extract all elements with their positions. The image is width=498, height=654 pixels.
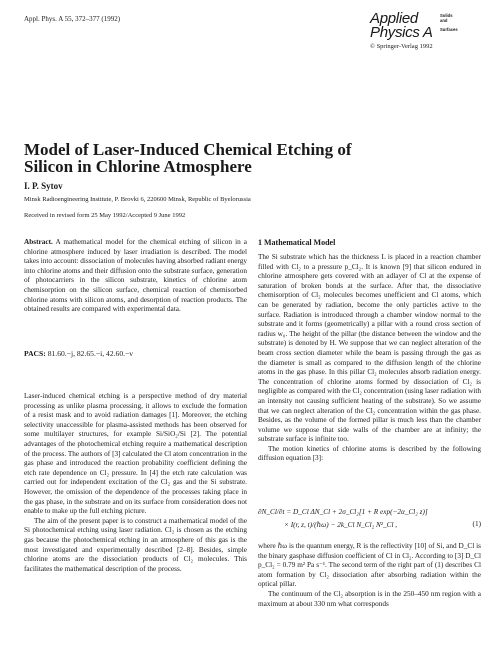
article-author: I. P. Sytov — [24, 181, 63, 191]
intro-paragraph-2: The aim of the present paper is to construct a mathematical model of the Si photochemical etching using laser radiation. Cl₂ is chosen as the etching gas because the photochemical etching in an atmosphere of this gas is the most investigated and experimentally described [2–8]. Besides, simple chlorine atoms are the dissociation products of Cl₂ molecules. This facilitates the mathematical description of the process. — [24, 516, 247, 573]
received-dates: Received in revised form 25 May 1992/Accepted 9 June 1992 — [24, 212, 186, 219]
journal-logo — [370, 12, 478, 50]
logo-sub-and: and — [440, 18, 448, 23]
journal-reference: Appl. Phys. A 55, 372–377 (1992) — [24, 15, 121, 23]
section-paragraph-1: The Si substrate which has the thickness L is placed in a reaction chamber filled with Cl₂ to a pressure p_Cl₂. It is known [9] that silicon endured in chlorine atmosphere gets covered with an adlayer of Cl at the expense of saturation of broken bonds at the surface. After that, the dissociative chemisorption of Cl₂ molecules becomes unefficient and Cl atoms, which can be generated by radiation, become the only particles active to the surface. Radiation is introduced through a chamber window normal to the substrate and it forms (geometrically) a pillar with a round cross section of radius w₀. The height of the pillar (the distance between the window and the substrate) is denoted by H. We suppose that we can neglect alteration of the beam cross section diameter while the beam is passing through the gas as the diameter is small as compared to the diffusion length of the chlorine atoms in the gas phase. In this pillar Cl₂ molecules absorb radiation energy. The concentration of chlorine atoms formed by dissociation of Cl₂ is negligible as compared with the Cl₂ concentration (using laser radiation with an intensity not causing sufficient heating of the substrate). So we assume that we can neglect alteration of the Cl₂ concentration within the gas phase. Besides, as the volume of the formed pillar is much less than the chamber volume we suppose that side walls of the chamber are at infinity; the substrate surface is infinite too. — [258, 253, 481, 444]
logo-physics-a: Physics A — [370, 24, 433, 41]
pacs-line — [24, 349, 247, 359]
section-paragraph-3: where ℏω is the quantum energy, R is the reflectivity [10] of Si, and D_Cl is the binary gasphase diffusion coefficient of Cl in Cl₂. According to [3] D_Cl p_Cl₂ = 0.79 m² Pa s⁻¹. The second term of the right part of (1) describes Cl atom formation by Cl₂ dissociation after absorbing radiation within the optical pillar. — [258, 542, 481, 589]
abstract-text: A mathematical model for the chemical etching of silicon in a chlorine atmosphere induced by laser irradiation is described. The model takes into account: dissociation of molecules having absorbed radiant energy into chlorine atoms and their diffusion onto the substrate surface, generation of photocarriers in the silicon substrate, kinetics of chlorine atom chemisorption on the silicon surface, chemical reaction of chemisorbed chlorine atoms with silicon atoms, and desorption of reaction products. The obtained results are compared with experimental data. — [24, 238, 247, 314]
logo-applied: Applied — [370, 10, 418, 27]
intro-paragraph-1: Laser-induced chemical etching is a perspective method of dry material processing as unlike plasma processing, it allows to exclude the formation of a resist mask and to avoid radiation damages [1]. Moreover, the etching selectivity unaccessible for plasma-assisted methods has been observed for some multilayer structures, for example Si/SiO₂/Si [2]. The potential advantages of the photochemical etching require a mathematical description of the process. The authors of [3] calculated the Cl atom concentration in the gas phase and introduced the reaction probability coefficient defining the etch rate dependence on Cl₂ pressure. In [4] the etch rate calculation was carried out for independent excitation of the Cl₂ gas and the Si substrate. However, the omission of the dependence of the processes taking place in the gas phase, in the substrate and on its surface from consideration does not enable to make up the full etching picture. — [24, 392, 247, 516]
abstract-label: Abstract. — [24, 238, 53, 246]
introduction — [24, 392, 247, 574]
section-heading: 1 Mathematical Model — [258, 238, 336, 247]
equation-line-1: ∂N_Cl/∂t = D_Cl ΔN_Cl + 2σ_Cl₂[1 + R exp(−2α_Cl₂ z)] — [258, 508, 428, 516]
logo-sub-solids: Solids — [440, 13, 453, 18]
pacs-label: PACS: — [24, 349, 46, 358]
pacs-codes: 81.60.−j, 82.65.−i, 42.60.−v — [45, 349, 134, 358]
abstract — [24, 238, 247, 315]
section-paragraph-2: The motion kinetics of chlorine atoms is described by the following diffusion equation [3]: — [258, 444, 481, 463]
equation-1 — [258, 508, 481, 538]
equation-line-2: × I(r, z, t)/(ℏω) − 2k_Cl N_Cl₂ N²_Cl , — [284, 521, 398, 529]
author-affiliation: Minsk Radioengineering Institute, P. Brovki 6, 220600 Minsk, Republic of Byelorussia — [24, 196, 251, 203]
article-title: Model of Laser-Induced Chemical Etching of Silicon in Chlorine Atmosphere — [24, 140, 352, 176]
section-body-continued — [258, 542, 481, 609]
copyright-notice: © Springer-Verlag 1992 — [370, 43, 433, 50]
equation-number: (1) — [472, 520, 481, 528]
logo-sub-surfaces: Surfaces — [440, 27, 458, 32]
section-paragraph-4: The continuum of the Cl₂ absorption is in the 250–450 nm region with a maximum at about 330 nm what corresponds — [258, 589, 481, 608]
section-body — [258, 253, 481, 464]
